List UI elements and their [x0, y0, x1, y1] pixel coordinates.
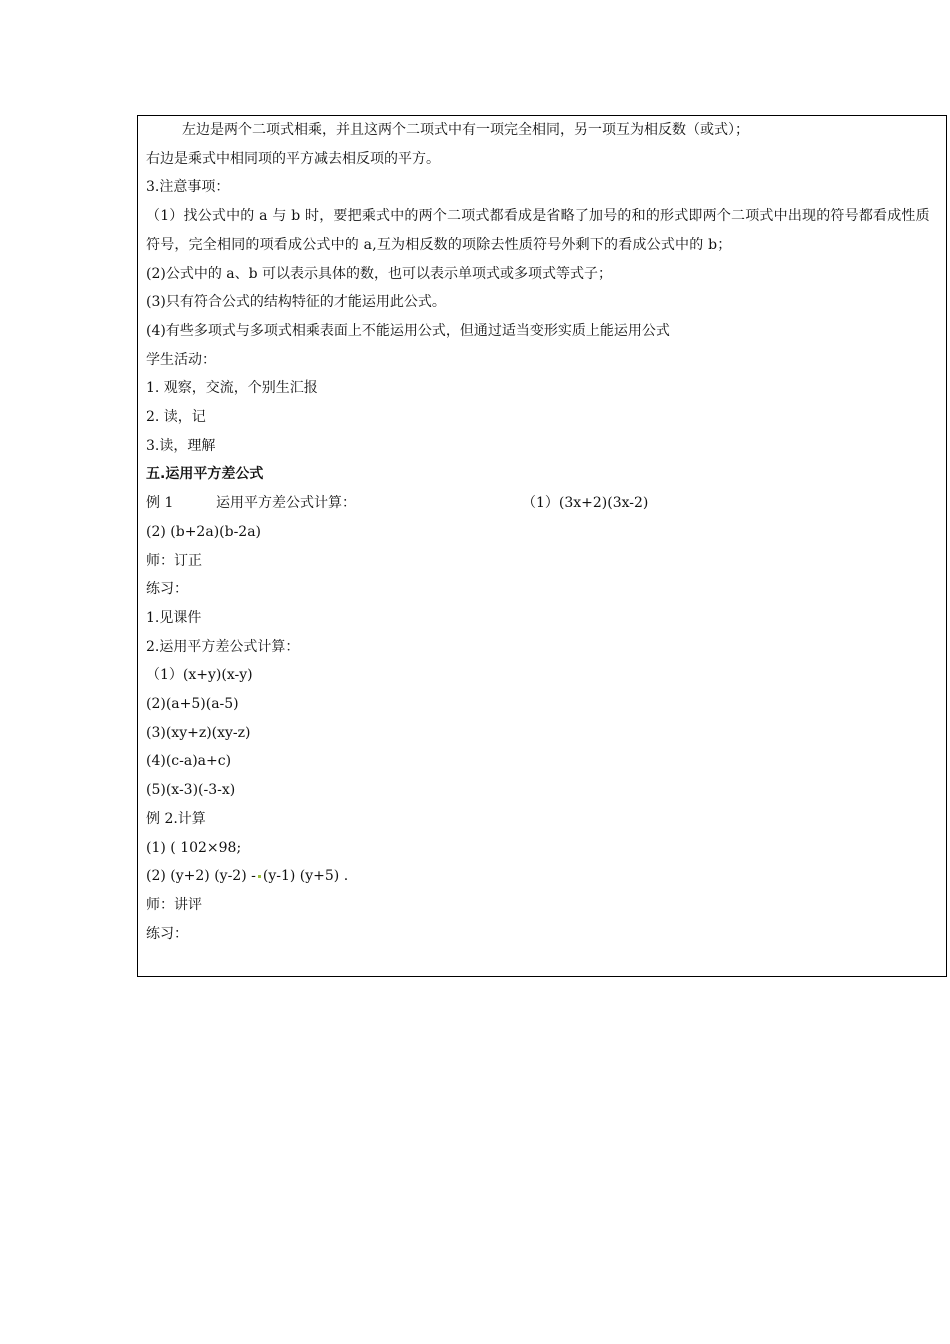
exercise-part: (y-1) (y+5) . [262, 868, 349, 885]
text-line: (3)只有符合公式的结构特征的才能运用此公式。 [146, 294, 446, 311]
text-line: 1. 观察，交流，个别生汇报 [146, 380, 318, 397]
text-line: 师：订正 [146, 552, 202, 569]
cell-content [146, 116, 940, 948]
exercise-item: (2)(a+5)(a-5) [146, 696, 239, 713]
exercise-item: (3)(xy+z)(xy-z) [146, 724, 251, 741]
text-line: 2. 读，记 [146, 409, 206, 426]
text-line: (4)有些多项式与多项式相乘表面上不能运用公式，但通过适当变形实质上能运用公式 [146, 322, 670, 339]
text-line: 左边是两个二项式相乘，并且这两个二项式中有一项完全相同，另一项互为相反数（或式）； [182, 122, 749, 138]
exercise-item: (1) ( 102×98; [146, 839, 242, 856]
text-line: 练习： [146, 581, 188, 598]
text-line: 练习： [146, 925, 188, 942]
text-paragraph: （1）找公式中的 a 与 b 时，要把乘式中的两个二项式都看成是省略了加号的和的形式即两个二项式中出现的符号都看成性质符号，完全相同的项看成公式中的 a,互为相反数的项除去性质符号外剩下的看成公式中的 b； [146, 208, 930, 253]
exercise-item: （1）(x+y)(x-y) [146, 667, 253, 684]
highlight-mark [258, 875, 261, 878]
exercise-part: (2) (y+2) (y-2) - [146, 868, 256, 885]
example-item: （1）(3x+2)(3x-2) [522, 495, 649, 512]
text-line: 学生活动： [146, 351, 216, 368]
example-label: 例 1 [146, 495, 174, 512]
exercise-item: (4)(c-a)a+c) [146, 753, 232, 770]
text-line: 2.运用平方差公式计算： [146, 638, 300, 655]
content-table-cell [137, 115, 947, 977]
text-line: 1.见课件 [146, 609, 202, 626]
text-line: 例 2.计算 [146, 810, 206, 827]
exercise-item: (5)(x-3)(-3-x) [146, 782, 236, 799]
text-line: (2) (b+2a)(b-2a) [146, 523, 262, 540]
text-line: 3.读，理解 [146, 437, 216, 454]
text-line: 3.注意事项： [146, 179, 230, 196]
text-line: 师：讲评 [146, 896, 202, 913]
section-heading: 五.运用平方差公式 [146, 466, 264, 483]
example-line [146, 489, 940, 518]
text-line: (2)公式中的 a、b 可以表示具体的数，也可以表示单项式或多项式等式子； [146, 265, 613, 282]
exercise-item [146, 862, 940, 891]
example-instruction: 运用平方差公式计算： [216, 495, 356, 512]
text-line: 右边是乘式中相同项的平方减去相反项的平方。 [146, 150, 440, 167]
